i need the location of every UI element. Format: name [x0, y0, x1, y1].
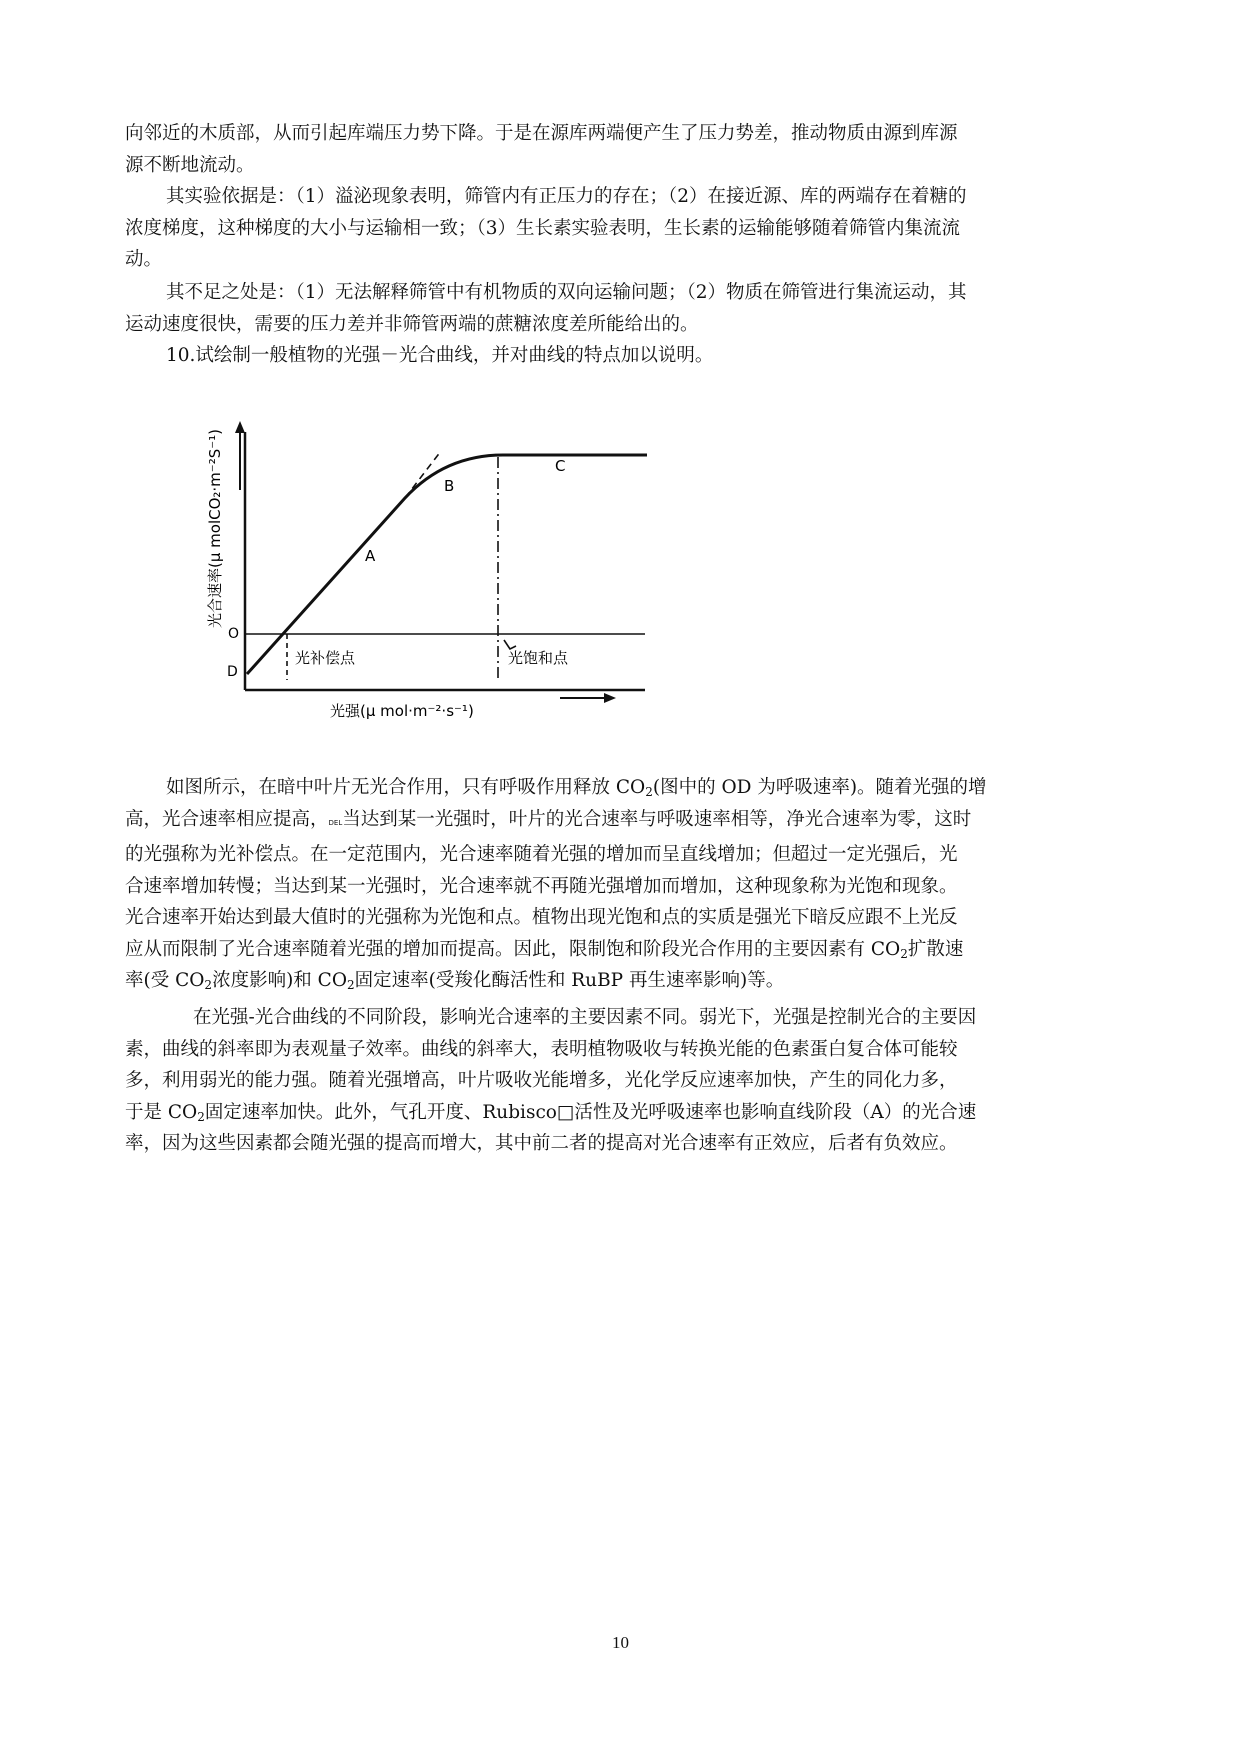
- text-span: 扩散速: [907, 938, 964, 960]
- text-line: 运动速度很快，需要的压力差并非筛管两端的蔗糖浓度差所能给出的。: [125, 313, 699, 335]
- text-line: 其不足之处是：（1）无法解释筛管中有机物质的双向运输问题；（2）物质在筛管进行集流运动，其: [166, 282, 967, 303]
- x-axis-arrow-icon: [604, 693, 616, 703]
- saturation-point-label: 光饱和点: [508, 649, 569, 667]
- text-line: 浓度梯度，这种梯度的大小与运输相一致；（3）生长素实验表明，生长素的运输能够随着筛管内集流流: [125, 217, 961, 239]
- segment-label-A: A: [365, 547, 376, 565]
- text-span: 高，光合速率相应提高，: [125, 808, 329, 830]
- point-label-D: D: [227, 664, 238, 680]
- text-line: 源不断地流动。: [125, 154, 255, 176]
- text-span: 固定速率加快。此外，气孔开度、Rubisco□活性及光呼吸速率也影响直线阶段（A）的光合速: [204, 1101, 977, 1123]
- y-axis-arrow-icon: [235, 421, 245, 433]
- text-line: 其实验依据是：（1）溢泌现象表明，筛管内有正压力的存在；（2）在接近源、库的两端存在着糖的: [166, 186, 967, 207]
- origin-label-O: O: [228, 626, 240, 642]
- text-span: 如图所示，在暗中叶片无光合作用，只有呼吸作用释放 CO: [166, 777, 646, 798]
- subscript: 2: [645, 785, 653, 799]
- text-line: 光合速率开始达到最大值时的光强称为光饱和点。植物出现光饱和点的实质是强光下暗反应跟不上光反: [125, 907, 958, 928]
- text-span: 浓度影响)和 CO: [212, 970, 347, 991]
- question-text: 10.试绘制一般植物的光强－光合曲线，并对曲线的特点加以说明。: [166, 345, 714, 366]
- subscript: 2: [197, 1109, 205, 1124]
- text-line: [125, 1097, 1117, 1129]
- text-line: 合速率增加转慢；当达到某一光强时，光合速率就不再随光强增加而增加，这种现象称为光饱和现象。: [125, 875, 958, 897]
- x-axis-label: 光强(μ mol·m⁻²·s⁻¹): [330, 702, 474, 720]
- text-line: 率，因为这些因素都会随光强的提高而增大，其中前二者的提高对光合速率有正效应，后者有负效应。: [125, 1133, 958, 1154]
- segment-label-C: C: [555, 457, 566, 475]
- text-line: 在光强-光合曲线的不同阶段，影响光合速率的主要因素不同。弱光下，光强是控制光合的主要因: [193, 1007, 977, 1028]
- text-span: 于是 CO: [125, 1101, 198, 1123]
- text-line: [125, 772, 1117, 804]
- del-mark: DEL: [328, 818, 343, 827]
- text-line: 向邻近的木质部，从而引起库端压力势下降。于是在源库两端便产生了压力势差，推动物质由源到库源: [125, 123, 958, 144]
- text-line: 多，利用弱光的能力强。随着光强增高，叶片吸收光能增多，光化学反应速率加快，产生的同化力多，: [125, 1070, 958, 1091]
- text-line: 素，曲线的斜率即为表观量子效率。曲线的斜率大，表明植物吸收与转换光能的色素蛋白复合体可能较: [125, 1038, 958, 1060]
- saturation-pointer: [504, 640, 516, 649]
- text-line: 动。: [125, 249, 163, 270]
- light-response-curve-figure: [0, 0, 1241, 760]
- subscript: 2: [900, 946, 908, 961]
- text-line: [125, 804, 1117, 840]
- page-number: 10: [612, 1633, 629, 1652]
- paragraph-explanation: [125, 772, 1117, 997]
- text-span: 固定速率(受羧化酶活性和 RuBP 再生速率影响)等。: [354, 970, 785, 991]
- segment-label-B: B: [444, 477, 455, 495]
- y-axis-label: 光合速率(μ molCO₂·m⁻²S⁻¹): [206, 428, 224, 628]
- text-span: 当达到某一光强时，叶片的光合速率与呼吸速率相等，净光合速率为零，这时: [342, 808, 972, 830]
- text-line: 的光强称为光补偿点。在一定范围内，光合速率随着光强的增加而呈直线增加；但超过一定光强后，光: [125, 844, 958, 865]
- text-span: 率(受 CO: [125, 970, 205, 991]
- compensation-point-label: 光补偿点: [295, 649, 356, 667]
- paragraph-factors: [125, 1002, 1117, 1160]
- text-span: (图中的 OD 为呼吸速率)。随着光强的增: [652, 777, 987, 798]
- text-line: [125, 934, 1117, 966]
- subscript: 2: [204, 978, 213, 992]
- text-line: [125, 965, 1117, 997]
- subscript: 2: [346, 978, 355, 992]
- text-span: 应从而限制了光合速率随着光强的增加而提高。因此，限制饱和阶段光合作用的主要因素有 CO: [125, 938, 901, 960]
